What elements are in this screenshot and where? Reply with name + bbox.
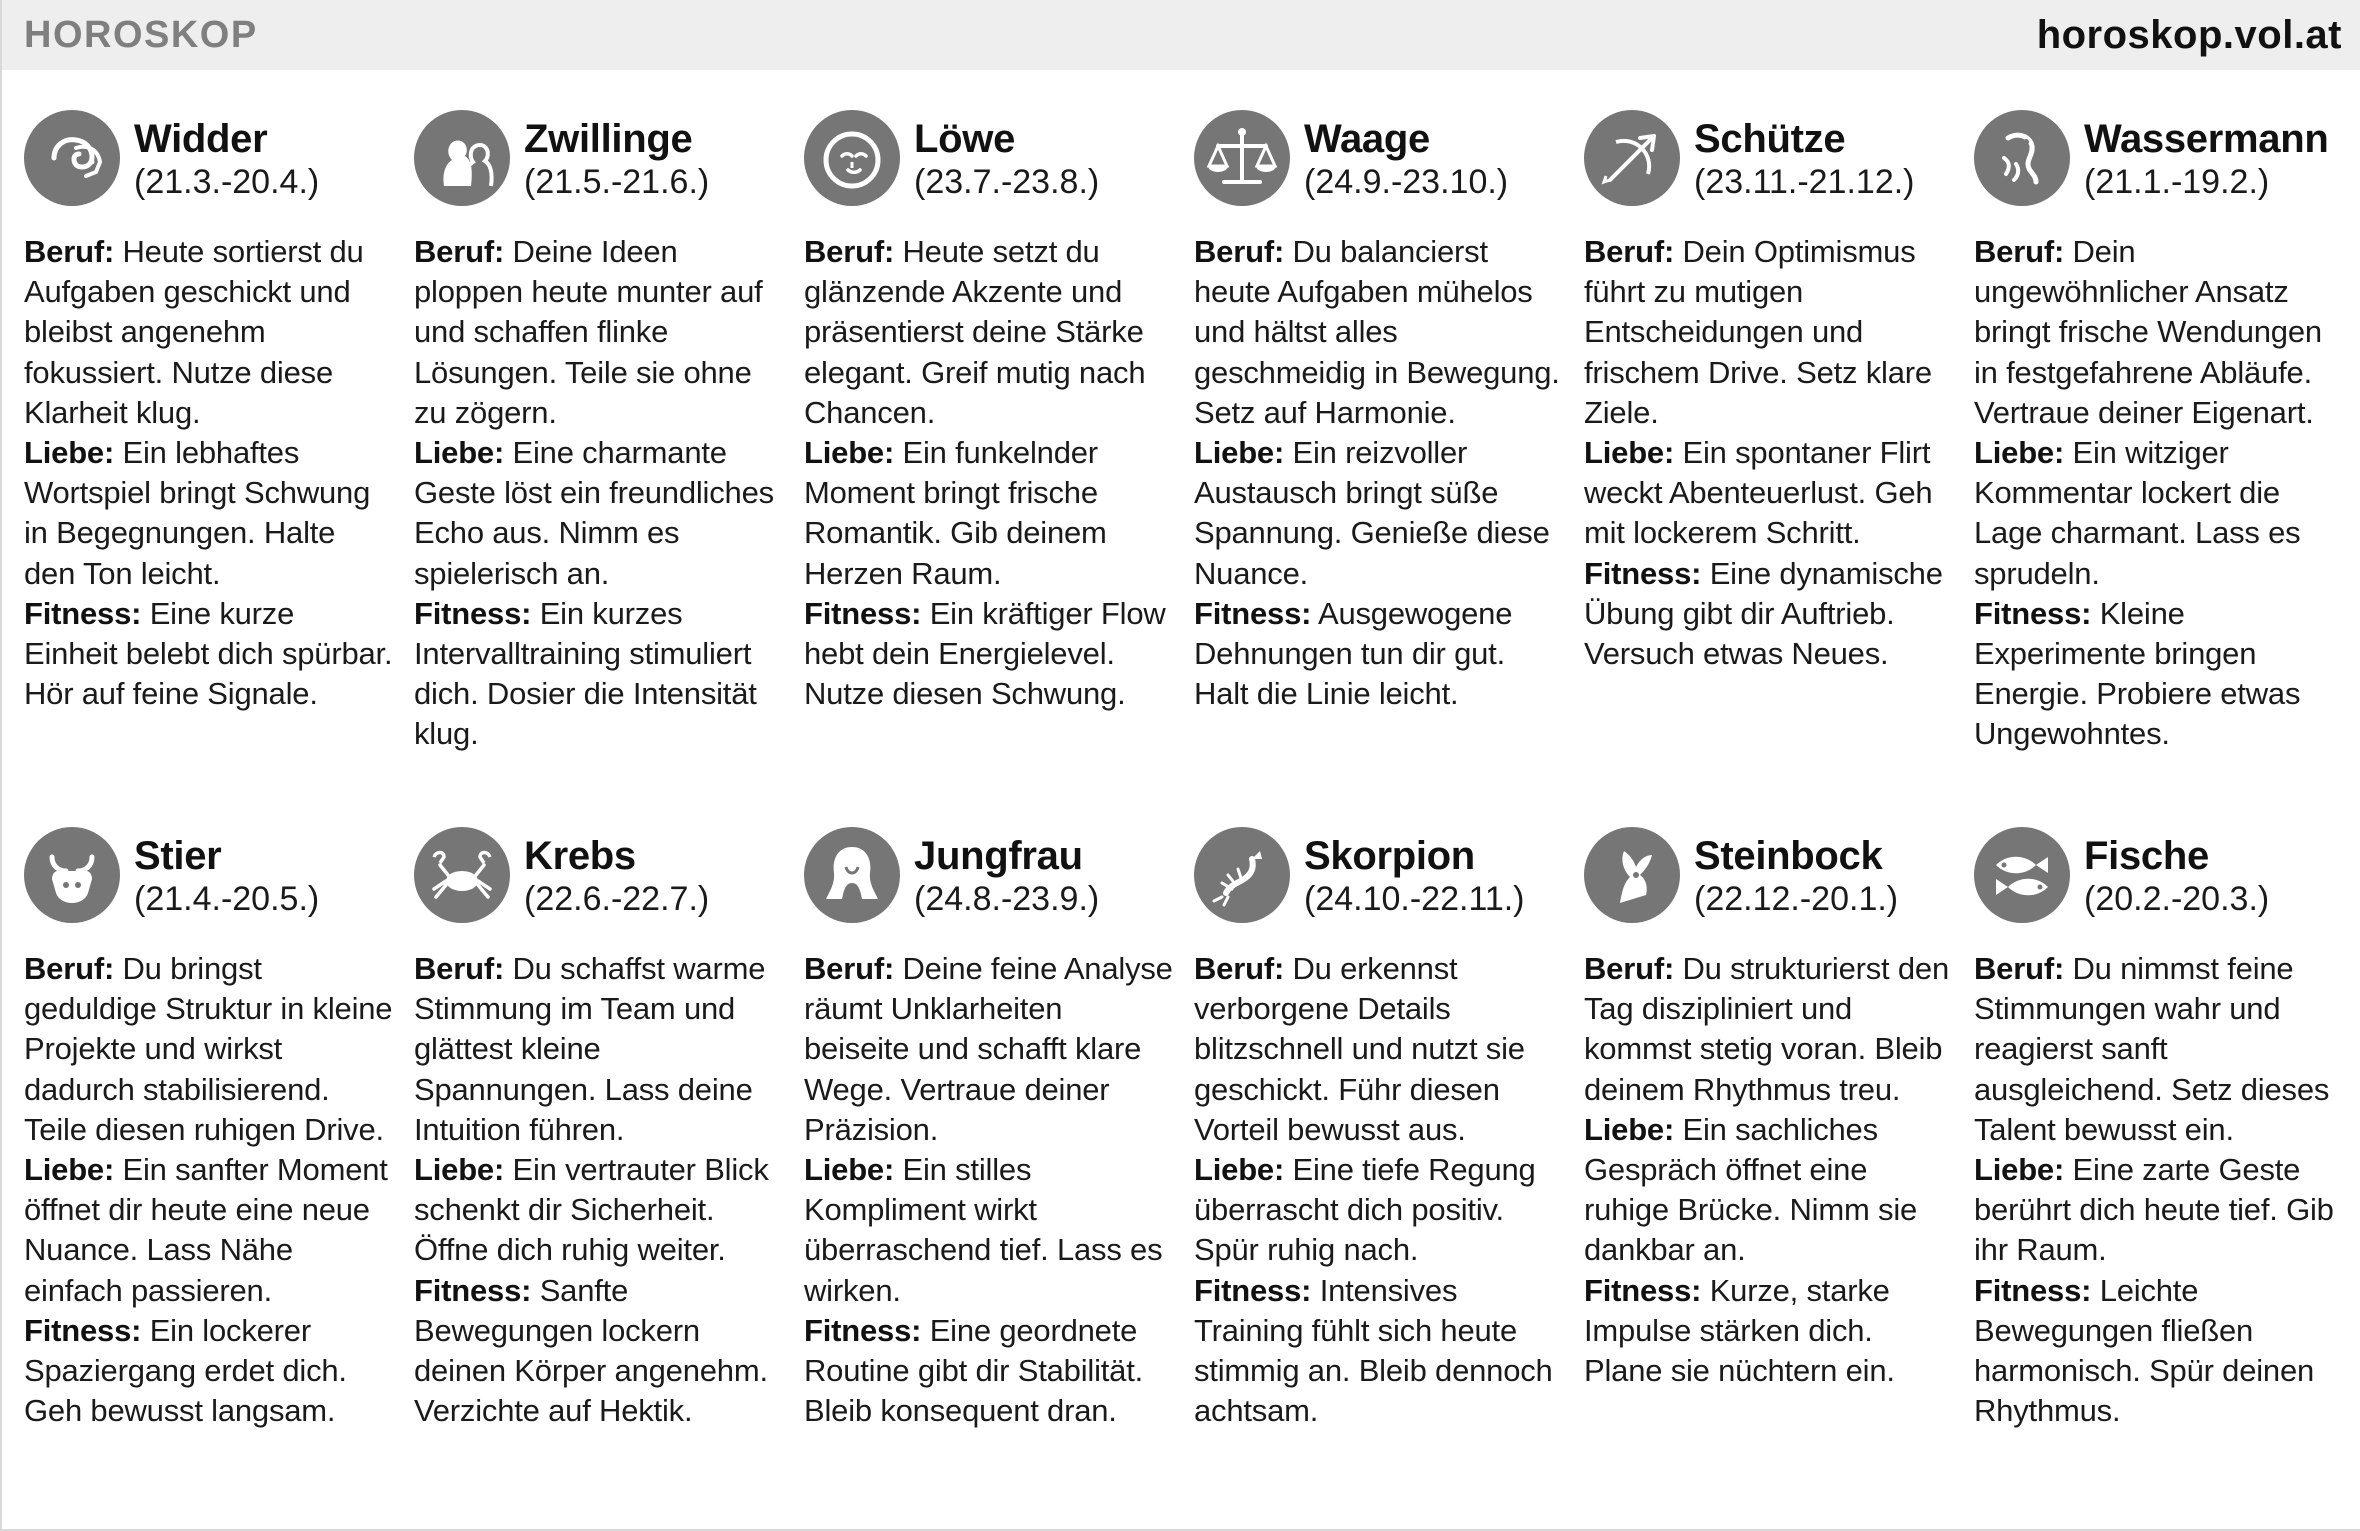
header-bar — [2, 0, 2360, 70]
liebe-text: Eine zarte Geste berührt dich heute tief. Gib ihr Raum. — [1974, 1152, 2334, 1268]
sign-name: Schütze — [1694, 117, 1846, 161]
beruf-text: Du bringst geduldige Struktur in kleine Projekte und wirkst dadurch stabilisierend. Teile diesen ruhigen Drive. — [24, 951, 393, 1147]
sign-titles — [914, 827, 1099, 919]
liebe-paragraph — [1974, 1150, 2344, 1271]
sign-date: (24.8.-23.9.) — [914, 880, 1100, 918]
sign-titles — [1304, 110, 1508, 202]
capricorn-icon — [1584, 827, 1680, 923]
sign-titles — [134, 827, 319, 919]
beruf-label: Beruf: — [804, 951, 895, 986]
crab-icon — [414, 827, 510, 923]
beruf-label: Beruf: — [414, 951, 505, 986]
fitness-paragraph — [804, 1311, 1174, 1432]
beruf-text: Heute setzt du glänzende Akzente und präsentierst deine Stärke elegant. Greif mutig nach Chancen. — [804, 234, 1146, 430]
sign-titles — [524, 827, 709, 919]
sign-card-waage — [1194, 110, 1564, 714]
sign-header — [1974, 110, 2344, 218]
fitness-text: Kleine Experimente bringen Energie. Probiere etwas Ungewohntes. — [1974, 595, 2301, 752]
sign-card-widder — [24, 110, 394, 714]
liebe-label: Liebe: — [1974, 435, 2065, 471]
scorpion-icon — [1194, 827, 1290, 923]
liebe-text: Ein funkelnder Moment bringt frische Romantik. Gib deinem Herzen Raum. — [804, 435, 1107, 591]
sign-text — [1194, 949, 1564, 1431]
sign-text — [1974, 949, 2344, 1431]
liebe-paragraph — [1584, 1110, 1954, 1271]
beruf-label: Beruf: — [24, 951, 115, 986]
sign-card-loewe — [804, 110, 1174, 714]
beruf-paragraph — [1974, 232, 2344, 433]
sign-titles — [1304, 827, 1525, 919]
fitness-text: Ein kräftiger Flow hebt dein Energielevel. Nutze diesen Schwung. — [804, 595, 1166, 712]
fitness-text: Ein lockerer Spaziergang erdet dich. Geh bewusst langsam. — [24, 1312, 347, 1429]
section-title: HOROSKOP — [24, 13, 258, 56]
liebe-label: Liebe: — [24, 1152, 115, 1188]
fitness-paragraph — [1194, 594, 1564, 715]
fitness-text: Ausgewogene Dehnungen tun dir gut. Halt die Linie leicht. — [1194, 595, 1513, 712]
sign-header — [414, 110, 784, 218]
sign-header — [1194, 110, 1564, 218]
sign-card-skorpion — [1194, 827, 1564, 1431]
sign-text — [1194, 232, 1564, 714]
sign-name: Löwe — [914, 117, 1016, 161]
twins-icon — [414, 110, 510, 206]
sign-titles — [134, 110, 319, 202]
sign-header — [804, 827, 1174, 935]
sign-date: (24.9.-23.10.) — [1304, 163, 1509, 201]
sign-name: Skorpion — [1304, 834, 1475, 878]
sign-name: Steinbock — [1694, 834, 1883, 878]
sign-titles — [524, 110, 709, 202]
ram-icon — [24, 110, 120, 206]
water-bearer-icon — [1974, 110, 2070, 206]
beruf-text: Du strukturierst den Tag diszipliniert und kommst stetig voran. Bleib deinem Rhythmus treu. — [1584, 951, 1949, 1107]
liebe-text: Ein reizvoller Austausch bringt süße Spannung. Genieße diese Nuance. — [1194, 435, 1550, 591]
sign-card-schuetze — [1584, 110, 1954, 674]
sign-titles — [914, 110, 1099, 202]
sign-text — [1584, 232, 1954, 674]
beruf-label: Beruf: — [804, 234, 895, 269]
sign-card-wassermann — [1974, 110, 2344, 755]
beruf-label: Beruf: — [1194, 234, 1285, 269]
sign-date: (24.10.-22.11.) — [1304, 880, 1525, 918]
liebe-label: Liebe: — [1974, 1152, 2065, 1188]
fitness-label: Fitness: — [24, 1312, 142, 1348]
fitness-paragraph — [1974, 1271, 2344, 1432]
fish-icon — [1974, 827, 2070, 923]
archer-icon — [1584, 110, 1680, 206]
beruf-text: Deine feine Analyse räumt Unklarheiten beiseite und schafft klare Wege. Vertraue deiner Präzision. — [804, 951, 1173, 1147]
liebe-paragraph — [414, 1150, 784, 1271]
fitness-label: Fitness: — [1194, 595, 1312, 631]
liebe-text: Ein lebhaftes Wortspiel bringt Schwung in Begegnungen. Halte den Ton leicht. — [24, 435, 371, 591]
beruf-paragraph — [804, 949, 1174, 1150]
fitness-label: Fitness: — [414, 1272, 532, 1308]
source-url[interactable]: horoskop.vol.at — [2036, 12, 2342, 57]
beruf-text: Deine Ideen ploppen heute munter auf und schaffen flinke Lösungen. Teile sie ohne zu zögern. — [414, 234, 763, 430]
sign-text — [24, 949, 394, 1431]
sign-name: Wassermann — [2084, 117, 2329, 161]
sign-date: (22.6.-22.7.) — [524, 880, 710, 918]
liebe-label: Liebe: — [414, 435, 505, 471]
sign-date: (21.3.-20.4.) — [134, 163, 320, 201]
liebe-paragraph — [1974, 433, 2344, 594]
beruf-paragraph — [414, 949, 784, 1150]
fitness-text: Eine kurze Einheit belebt dich spürbar. Hör auf feine Signale. — [24, 595, 393, 712]
sign-header — [1584, 827, 1954, 935]
liebe-text: Ein sanfter Moment öffnet dir heute eine neue Nuance. Lass Nähe einfach passieren. — [24, 1152, 388, 1308]
sign-name: Fische — [2084, 834, 2209, 878]
sign-titles — [1694, 110, 1915, 202]
sign-titles — [2084, 827, 2269, 919]
liebe-text: Ein spontaner Flirt weckt Abenteuerlust. Geh mit lockerem Schritt. — [1584, 435, 1933, 551]
liebe-paragraph — [804, 433, 1174, 594]
sign-header — [804, 110, 1174, 218]
sign-card-steinbock — [1584, 827, 1954, 1391]
liebe-paragraph — [804, 1150, 1174, 1311]
sign-text — [24, 232, 394, 714]
beruf-paragraph — [804, 232, 1174, 433]
liebe-label: Liebe: — [24, 435, 115, 471]
sign-header — [1584, 110, 1954, 218]
sign-text — [804, 232, 1174, 714]
sign-date: (20.2.-20.3.) — [2084, 880, 2270, 918]
fitness-label: Fitness: — [804, 1312, 922, 1348]
beruf-text: Dein Optimismus führt zu mutigen Entscheidungen und frischem Drive. Setz klare Ziele. — [1584, 234, 1932, 430]
sign-text — [414, 949, 784, 1431]
fitness-paragraph — [24, 1311, 394, 1432]
beruf-label: Beruf: — [1584, 951, 1675, 986]
bull-icon — [24, 827, 120, 923]
sign-name: Jungfrau — [914, 834, 1083, 878]
liebe-text: Ein vertrauter Blick schenkt dir Sicherheit. Öffne dich ruhig weiter. — [414, 1152, 769, 1268]
sign-card-zwillinge — [414, 110, 784, 755]
fitness-text: Intensives Training fühlt sich heute stimmig an. Bleib dennoch achtsam. — [1194, 1272, 1553, 1429]
fitness-label: Fitness: — [1974, 595, 2092, 631]
beruf-paragraph — [1194, 232, 1564, 433]
beruf-label: Beruf: — [414, 234, 505, 269]
fitness-text: Eine geordnete Routine gibt dir Stabilität. Bleib konsequent dran. — [804, 1312, 1144, 1429]
beruf-paragraph — [1194, 949, 1564, 1150]
beruf-paragraph — [1584, 232, 1954, 433]
liebe-label: Liebe: — [1194, 435, 1285, 471]
liebe-paragraph — [414, 433, 784, 594]
liebe-paragraph — [1194, 1150, 1564, 1271]
liebe-label: Liebe: — [1584, 1111, 1675, 1147]
sign-date: (21.5.-21.6.) — [524, 163, 710, 201]
beruf-label: Beruf: — [1974, 234, 2065, 269]
beruf-paragraph — [1974, 949, 2344, 1150]
sign-date: (21.1.-19.2.) — [2084, 163, 2270, 201]
liebe-paragraph — [1584, 433, 1954, 554]
fitness-label: Fitness: — [1974, 1272, 2092, 1308]
sign-card-jungfrau — [804, 827, 1174, 1431]
sign-name: Stier — [134, 834, 222, 878]
beruf-text: Du nimmst feine Stimmungen wahr und reagierst sanft ausgleichend. Setz dieses Talent bewusst ein. — [1974, 951, 2330, 1147]
fitness-text: Sanfte Bewegungen lockern deinen Körper angenehm. Verzichte auf Hektik. — [414, 1272, 768, 1429]
sign-titles — [2084, 110, 2329, 202]
fitness-paragraph — [1584, 1271, 1954, 1392]
liebe-label: Liebe: — [1194, 1152, 1285, 1188]
sign-header — [414, 827, 784, 935]
sign-card-krebs — [414, 827, 784, 1431]
liebe-label: Liebe: — [1584, 435, 1675, 471]
liebe-label: Liebe: — [804, 435, 895, 471]
sign-text — [1974, 232, 2344, 755]
sign-header — [24, 110, 394, 218]
beruf-paragraph — [24, 949, 394, 1150]
liebe-label: Liebe: — [804, 1152, 895, 1188]
beruf-text: Du balancierst heute Aufgaben mühelos und hältst alles geschmeidig in Bewegung. Setz auf Harmonie. — [1194, 234, 1560, 430]
beruf-text: Heute sortierst du Aufgaben geschickt und bleibst angenehm fokussiert. Nutze diese Klarheit klug. — [24, 234, 364, 430]
fitness-text: Ein kurzes Intervalltraining stimuliert dich. Dosier die Intensität klug. — [414, 595, 757, 752]
liebe-text: Ein sachliches Gespräch öffnet eine ruhige Brücke. Nimm sie dankbar an. — [1584, 1111, 1918, 1268]
beruf-paragraph — [414, 232, 784, 433]
beruf-text: Du schaffst warme Stimmung im Team und glättest kleine Spannungen. Lass deine Intuition führen. — [414, 951, 766, 1147]
liebe-text: Ein stilles Kompliment wirkt überraschend tief. Lass es wirken. — [804, 1152, 1163, 1308]
fitness-paragraph — [1194, 1271, 1564, 1432]
sign-name: Zwillinge — [524, 117, 693, 161]
sign-card-fische — [1974, 827, 2344, 1431]
fitness-paragraph — [24, 594, 394, 715]
beruf-text: Du erkennst verborgene Details blitzschnell und nutzt sie geschickt. Führ diesen Vorteil bewusst aus. — [1194, 951, 1525, 1147]
sign-date: (23.7.-23.8.) — [914, 163, 1100, 201]
fitness-text: Leichte Bewegungen fließen harmonisch. Spür deinen Rhythmus. — [1974, 1272, 2315, 1429]
fitness-label: Fitness: — [1194, 1272, 1312, 1308]
liebe-text: Eine charmante Geste löst ein freundliches Echo aus. Nimm es spielerisch an. — [414, 435, 774, 591]
fitness-label: Fitness: — [24, 595, 142, 631]
fitness-paragraph — [804, 594, 1174, 715]
sign-text — [414, 232, 784, 755]
sign-header — [1974, 827, 2344, 935]
fitness-label: Fitness: — [414, 595, 532, 631]
scales-icon — [1194, 110, 1290, 206]
sign-titles — [1694, 827, 1898, 919]
sign-header — [1194, 827, 1564, 935]
beruf-label: Beruf: — [1974, 951, 2065, 986]
sign-name: Krebs — [524, 834, 636, 878]
liebe-text: Eine tiefe Regung überrascht dich positiv. Spür ruhig nach. — [1194, 1152, 1536, 1268]
virgin-icon — [804, 827, 900, 923]
fitness-paragraph — [1974, 594, 2344, 755]
liebe-label: Liebe: — [414, 1152, 505, 1188]
liebe-text: Ein witziger Kommentar lockert die Lage charmant. Lass es sprudeln. — [1974, 435, 2301, 591]
sign-name: Waage — [1304, 117, 1430, 161]
sign-name: Widder — [134, 117, 268, 161]
beruf-label: Beruf: — [1584, 234, 1675, 269]
fitness-label: Fitness: — [1584, 555, 1702, 591]
beruf-label: Beruf: — [1194, 951, 1285, 986]
liebe-paragraph — [24, 433, 394, 594]
sign-text — [804, 949, 1174, 1431]
sign-grid — [2, 70, 2360, 1529]
sign-card-stier — [24, 827, 394, 1431]
beruf-text: Dein ungewöhnlicher Ansatz bringt frische Wendungen in festgefahrene Abläufe. Vertraue deiner Eigenart. — [1974, 234, 2322, 430]
lion-icon — [804, 110, 900, 206]
fitness-label: Fitness: — [804, 595, 922, 631]
fitness-paragraph — [414, 1271, 784, 1432]
sign-date: (22.12.-20.1.) — [1694, 880, 1899, 918]
fitness-text: Eine dynamische Übung gibt dir Auftrieb. Versuch etwas Neues. — [1584, 555, 1943, 672]
beruf-paragraph — [24, 232, 394, 433]
fitness-paragraph — [1584, 554, 1954, 675]
sign-header — [24, 827, 394, 935]
sign-date: (21.4.-20.5.) — [134, 880, 320, 918]
liebe-paragraph — [1194, 433, 1564, 594]
beruf-paragraph — [1584, 949, 1954, 1110]
sign-text — [1584, 949, 1954, 1391]
sign-date: (23.11.-21.12.) — [1694, 163, 1915, 201]
liebe-paragraph — [24, 1150, 394, 1311]
beruf-label: Beruf: — [24, 234, 115, 269]
fitness-label: Fitness: — [1584, 1272, 1702, 1308]
fitness-paragraph — [414, 594, 784, 755]
fitness-text: Kurze, starke Impulse stärken dich. Plane sie nüchtern ein. — [1584, 1272, 1895, 1389]
